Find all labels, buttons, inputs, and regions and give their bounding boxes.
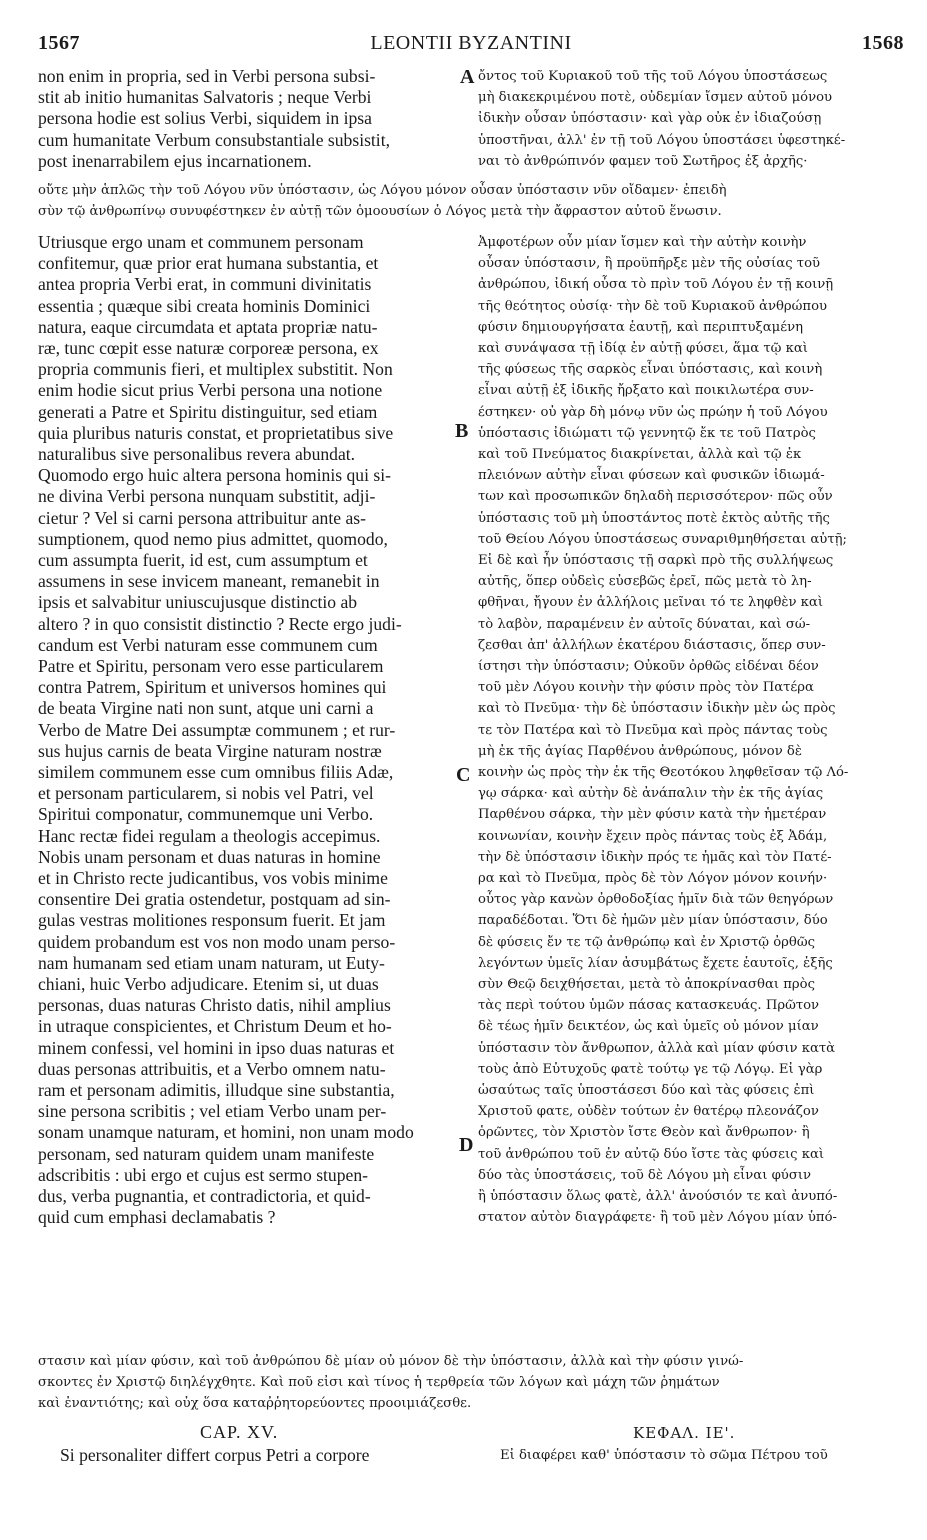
greek-text-line: κοινωνίαν, κοινὴν ἔχειν πρὸς πάντας τοὺς ἐξ Ἀδάμ, bbox=[478, 828, 828, 844]
latin-top-line: persona hodie est solius Verbi, siquidem in ipsa bbox=[38, 108, 372, 129]
latin-text-line: dus, verba pugnantia, et contradictoria, et quid- bbox=[38, 1186, 371, 1206]
greek-text-line: ὑπόστασις τοῦ μὴ ὑποστάντος ποτὲ ἐκτὸς αὐτῆς τῆς bbox=[478, 510, 830, 526]
latin-text-line: Hanc rectæ fidei regulam a theologis accepimus. bbox=[38, 825, 381, 846]
greek-text-line: τῆς φύσεως τῆς σαρκὸς εἶναι ὑπόστασις, καὶ κοινὴ bbox=[478, 362, 823, 378]
greek-text-line: ἢ ὑπόστασιν ὅλως φατὲ, ἀλλ' ἀνούσιόν τε καὶ ἀνυπό- bbox=[478, 1189, 838, 1204]
greek-text-line: δὲ φύσεις ἔν τε τῷ ἀνθρώπῳ καὶ ἐν Χριστῷ ὀρθῶς bbox=[478, 934, 815, 950]
latin-text-line: altero ? in quo consistit distinctio ? Recte ergo judi- bbox=[38, 613, 402, 634]
greek-text-line: τοῦ ἀνθρώπου τοῦ ἐν αὐτῷ δύο ἴστε τὰς φύσεις καὶ bbox=[478, 1146, 825, 1162]
greek-text-line: Ἀμφοτέρων οὖν μίαν ἴσμεν καὶ τὴν αὐτὴν κοινὴν bbox=[478, 235, 807, 250]
greek-text-line: Εἰ δὲ καὶ ἦν ὑπόστασις τῇ σαρκὶ πρὸ τῆς συλλήψεως bbox=[478, 553, 834, 568]
greek-text-line: καὶ τοῦ Πνεύματος διακρίνεται, ἀλλὰ καὶ τῷ ἐκ bbox=[478, 447, 802, 462]
greek-text-line: οὖσαν ὑπόστασιν, ἢ προϋπῆρξε μὲν τῆς οὐσίας τοῦ bbox=[478, 256, 821, 272]
latin-text-line: minem confessi, vel homini in ipso duas naturas et bbox=[38, 1037, 395, 1058]
greek-text-line: πλειόνων αὐτὴν εἶναι φύσεων καὶ φυσικῶν ἰδιωμά- bbox=[478, 468, 825, 484]
greek-text-line: καὶ συνάψασα τῇ ἰδίᾳ ἐν αὐτῇ φύσει, ἅμα τῷ καὶ bbox=[478, 341, 808, 356]
latin-text-line: assumens in sese invicem maneant, remanebit in bbox=[38, 571, 380, 592]
latin-text-line: ræ, tunc cœpit esse naturæ corporeæ persona, ex bbox=[38, 338, 379, 358]
greek-text-line: τὴν δὲ ὑπόστασιν ἰδικὴν πρός τε ἡμᾶς καὶ τὸν Πατέ- bbox=[478, 849, 832, 865]
latin-text-line: et in Christo recte judicantibus, vos vobis minime bbox=[38, 868, 388, 888]
greek-text-line: λεγόντων ὑμεῖς λίαν ἀσυμβάτως ἔχετε ἑαυτοῖς, ἑξῆς bbox=[478, 955, 833, 971]
latin-text-line: gulas vestras molitiones responsum fuerit. Et jam bbox=[38, 910, 386, 931]
greek-text-line: ὑπόστασιν τὸν ἄνθρωπον, ἀλλὰ καὶ μίαν φύσιν κατὰ bbox=[478, 1040, 836, 1056]
greek-text-line: ὑπόστασις ἰδιώματι τῷ γεννητῷ ἔκ τε τοῦ Πατρὸς bbox=[478, 425, 816, 441]
latin-text-line: Verbo de Matre Dei assumptæ communem ; et rur- bbox=[38, 719, 396, 740]
greek-text-line: καὶ τὸ Πνεῦμα· τὴν δὲ ὑπόστασιν ἰδικὴν μὲν ὡς πρὸς bbox=[478, 701, 836, 717]
greek-top-line: ὑποστῆναι, ἀλλ' ἐν τῇ τοῦ Λόγου ὑποστάσει ὑφεστηκέ- bbox=[478, 132, 846, 148]
greek-text-line: δύο τὰς ὑποστάσεις, τοῦ δὲ Λόγου μὴ εἶναι φύσιν bbox=[478, 1167, 812, 1183]
latin-text-line: ne divina Verbi persona nunquam substitit, adji- bbox=[38, 486, 376, 507]
greek-text-line: στατον αὐτὸν διαγράφετε· ἢ τοῦ μὲν Λόγου μίαν ὑπό- bbox=[478, 1210, 837, 1226]
page-number-right: 1568 bbox=[862, 32, 904, 54]
latin-text-line: sonam unamque naturam, et homini, non unam modo bbox=[38, 1122, 414, 1143]
greek-text-line: φύσιν δημιουργήσατα ἑαυτῇ, καὶ περιπτυξαμένη bbox=[478, 319, 803, 335]
greek-text-line: φθῆναι, ἤγουν ἐν ἀλλήλοις μεῖναι τό τε ληφθὲν καὶ bbox=[478, 595, 823, 611]
latin-top-line: cum humanitate Verbum consubstantiale subsistit, bbox=[38, 129, 390, 150]
page-number-left: 1567 bbox=[38, 32, 80, 54]
greek-wide-line: σκοντες ἐν Χριστῷ διηλέγχθητε. Καὶ ποῦ εἰσι καὶ τίνος ἡ τερθρεία τῶν λόγων καὶ μάχη τῶν ῥημάτων bbox=[38, 1375, 720, 1391]
greek-text-line: Χριστοῦ φατε, οὐδὲν τούτων ἐν θατέρῳ πλεονάζον bbox=[478, 1104, 819, 1120]
latin-text-line: ram et personam adimitis, illudque sine substantia, bbox=[38, 1080, 395, 1100]
greek-text-line: ἀνθρώπου, ἰδική οὖσα τὸ πρὶν τοῦ Λόγου ἐν τῇ κοινῇ bbox=[478, 277, 834, 293]
latin-text-line: de beata Virgine nati non sunt, atque uni carni a bbox=[38, 698, 374, 719]
greek-text-line: ζεσθαι ἀπ' ἀλλήλων ἑκατέρου διάστασις, ὅπερ συν- bbox=[478, 637, 826, 653]
greek-wide-line: σὺν τῷ ἀνθρωπίνῳ συνυφέστηκεν ἐν αὐτῇ τῶν ὁμοουσίων ὁ Λόγος μετὰ τὴν ἄφραστον αὐτοῦ ἕνωσιν. bbox=[38, 204, 722, 220]
margin-letter-b: B bbox=[455, 420, 469, 442]
greek-text-line: τὰς περὶ τούτου ὑμῶν πάσας κατασκευάς. Πρῶτον bbox=[478, 998, 820, 1014]
latin-text-line: cum assumpta fuerit, id est, cum assumptum et bbox=[38, 550, 368, 570]
greek-text-line: εἶναι αὐτῇ ἐξ ἰδικῆς ἤρξατο καὶ ποικιλωτέρα συν- bbox=[478, 383, 814, 399]
chapter-heading-greek: ΚΕΦΑΛ. ΙΕ'. bbox=[633, 1424, 736, 1442]
greek-text-line: αὐτῆς, ὅπερ οὐδεὶς εὐσεβῶς ἐρεῖ, πῶς μετὰ τὸ λη- bbox=[478, 574, 812, 590]
greek-wide-line: οὔτε μὴν ἁπλῶς τὴν τοῦ Λόγου νῦν ὑπόστασιν, ὡς Λόγου μόνον οὖσαν ὑπόστασιν νῦν οἴδαμεν· ἐπειδὴ bbox=[38, 183, 727, 198]
greek-wide-line: καὶ ἐναντιότης; καὶ οὐχ ὅσα καταῤῥητορεύοντες προοιμιάζεσθε. bbox=[38, 1396, 472, 1412]
latin-text-line: contra Patrem, Spiritum et universos homines qui bbox=[38, 677, 387, 698]
greek-wide-line: στασιν καὶ μίαν φύσιν, καὶ τοῦ ἀνθρώπου δὲ μίαν οὐ μόνον δὲ τὴν ὑπόστασιν, ἀλλὰ καὶ τὴν φύσιν γινώ- bbox=[38, 1354, 744, 1369]
greek-text-line: τοῦ μὲν Λόγου κοινὴν τὴν φύσιν πρὸς τὸν Πατέρα bbox=[478, 680, 814, 696]
greek-text-line: ὡσαύτως ταῖς ὑποστάσεσι δύο καὶ τὰς φύσεις ἐπὶ bbox=[478, 1083, 815, 1098]
greek-top-line: ὄντος τοῦ Κυριακοῦ τοῦ τῆς τοῦ Λόγου ὑποστάσεως bbox=[478, 69, 828, 84]
latin-text-line: confitemur, quæ prior erat humana substantia, et bbox=[38, 253, 379, 274]
greek-text-line: παραδέδοται. Ὅτι δὲ ἡμῶν μὲν μίαν ὑπόστασιν, δύο bbox=[478, 913, 828, 929]
greek-text-line: ρα καὶ τὸ Πνεῦμα, πρὸς δὲ τὸν Λόγον μόνον κοινήν· bbox=[478, 871, 828, 886]
latin-text-line: cietur ? Vel si carni persona attribuitur ante as- bbox=[38, 507, 366, 528]
greek-top-line: ναι τὸ ἀνθρώπινόν φαμεν τοῦ Σωτῆρος ἐξ ἀρχῆς· bbox=[478, 153, 808, 169]
greek-text-line: ίστησι τὴν ὑπόστασιν; Οὐκοῦν ὀρθῶς εἰδέναι δέον bbox=[478, 659, 819, 674]
latin-text-line: Nobis unam personam et duas naturas in homine bbox=[38, 846, 381, 867]
bottom-line-greek: Εἰ διαφέρει καθ' ὑπόστασιν τὸ σῶμα Πέτρου τοῦ bbox=[500, 1448, 828, 1463]
greek-text-line: γῳ σάρκα· καὶ αὐτὴν δὲ ἀνάπαλιν τὴν ἐκ τῆς ἁγίας bbox=[478, 786, 824, 802]
margin-letter-c: C bbox=[456, 764, 471, 786]
latin-text-line: naturalibus sive personalibus revera abundat. bbox=[38, 444, 356, 464]
latin-text-line: nam humanam sed etiam unam naturam, ut Euty- bbox=[38, 952, 385, 973]
greek-text-line: οὗτος γὰρ κανὼν ὀρθοδοξίας ἡμῖν διὰ τῶν θεηγόρων bbox=[478, 892, 834, 908]
latin-text-line: sus hujus carnis de beata Virgine naturam nostræ bbox=[38, 740, 382, 761]
greek-text-line: έστηκεν· οὐ γὰρ δὴ μόνῳ νῦν ὡς πρώην ἡ τοῦ Λόγου bbox=[478, 404, 828, 420]
latin-text-line: generati a Patre et Spiritu distinguitur, sed etiam bbox=[38, 401, 378, 422]
greek-text-line: τοὺς ἀπὸ Εὐτυχοῦς φατὲ τούτῳ γε τῷ Λόγῳ. Εἰ γὰρ bbox=[478, 1061, 823, 1077]
greek-text-line: τοῦ Θείου Λόγου ὑποστάσεως συναριθμηθήσεται αὐτῇ; bbox=[478, 531, 847, 547]
latin-text-line: Patre et Spiritu, personam vero esse particularem bbox=[38, 656, 384, 676]
latin-text-line: antea propria Verbi erat, in communi divinitatis bbox=[38, 274, 372, 295]
latin-text-line: chiani, huic Verbo adjudicare. Etenim si, ut duas bbox=[38, 974, 379, 994]
chapter-heading-latin: CAP. XV. bbox=[200, 1422, 279, 1442]
latin-text-line: quid cum emphasi declamabatis ? bbox=[38, 1207, 276, 1228]
latin-text-line: sumptionem, quod nemo pius admittet, quomodo, bbox=[38, 528, 388, 549]
latin-text-line: consentire Dei gratia ostendetur, postquam ad sin- bbox=[38, 889, 391, 910]
latin-text-line: duas personas attribuitis, et a Verbo omnem natu- bbox=[38, 1058, 386, 1079]
latin-text-line: Quomodo ergo huic altera persona hominis qui si- bbox=[38, 465, 391, 486]
latin-text-line: quia pluribus naturis constat, et proprietatibus sive bbox=[38, 422, 394, 443]
page-header bbox=[38, 32, 904, 62]
latin-text-line: quidem probandum est vos non modo unam perso- bbox=[38, 931, 396, 952]
latin-text-line: enim hodie sicut prius Verbi persona una notione bbox=[38, 380, 383, 401]
latin-text-line: similem communem esse cum omnibus filiis Adæ, bbox=[38, 762, 394, 782]
latin-top-line: post inenarrabilem ejus incarnationem. bbox=[38, 150, 312, 171]
latin-text-line: in utraque conspicientes, et Christum Deum et ho- bbox=[38, 1016, 392, 1037]
running-title: LEONTII BYZANTINI bbox=[370, 32, 572, 54]
greek-text-line: ὁρῶντες, τὸν Χριστὸν ἴστε Θεὸν καὶ ἄνθρωπον· ἢ bbox=[478, 1125, 810, 1141]
margin-letter-d: D bbox=[459, 1134, 474, 1156]
greek-text-line: Παρθένου σάρκα, τὴν μὲν φύσιν κατὰ τὴν ἡμετέραν bbox=[478, 807, 827, 823]
greek-text-line: των καὶ προσωπικῶν δηλαδὴ περισσότερον· πῶς οὖν bbox=[478, 489, 833, 505]
latin-text-line: et personam particularem, si nobis vel Patri, vel bbox=[38, 783, 374, 804]
latin-text-line: adscribitis : ubi ergo et cujus est sermo stupen- bbox=[38, 1164, 368, 1185]
latin-text-line: personas, duas naturas Christo datis, nihil amplius bbox=[38, 995, 391, 1016]
latin-text-line: personam, sed naturam quidem unam manifeste bbox=[38, 1143, 375, 1164]
greek-text-line: σὺν Θεῷ δειχθήσεται, μετὰ τὸ ἀποκρίνασθαι πρὸς bbox=[478, 977, 815, 992]
latin-text-line: Utriusque ergo unam et communem personam bbox=[38, 232, 364, 252]
latin-text-line: propria communis fieri, et multiplex substitit. Non bbox=[38, 359, 393, 380]
latin-text-line: candum est Verbi naturam esse communem cum bbox=[38, 634, 378, 655]
greek-text-line: τὸ λαβὸν, παραμένειν ἐν αὐτοῖς δύναται, καὶ σώ- bbox=[478, 616, 811, 632]
latin-text-line: essentia ; quæque sibi creata hominis Dominici bbox=[38, 295, 371, 316]
greek-text-line: μὴ ἐκ τῆς ἁγίας Παρθένου ἀνθρώπους, μόνον δὲ bbox=[478, 743, 802, 759]
bottom-line-latin: Si personaliter differt corpus Petri a corpore bbox=[60, 1445, 370, 1465]
latin-top-line: non enim in propria, sed in Verbi persona subsi- bbox=[38, 66, 376, 86]
greek-top-line: μὴ διακεκριμένου ποτὲ, οὐδεμίαν ἴσμεν αὐτοῦ μόνου bbox=[478, 90, 833, 106]
margin-letter-a: A bbox=[460, 66, 475, 88]
latin-top-line: stit ab initio humanitas Salvatoris ; neque Verbi bbox=[38, 87, 372, 108]
greek-text-line: δὲ τέως ἡμῖν δεικτέον, ὡς καὶ ὑμεῖς οὐ μόνον μίαν bbox=[478, 1019, 819, 1035]
greek-top-line: ἰδικὴν οὖσαν ὑπόστασιν· καὶ γὰρ οὐκ ἐν ἰδιαζούσῃ bbox=[478, 111, 822, 127]
latin-text-line: natura, eaque circumdata et aptata propriæ natu- bbox=[38, 316, 378, 337]
latin-text-line: sine persona scribitis ; vel etiam Verbo unam per- bbox=[38, 1101, 387, 1122]
latin-text-line: Spiritui componatur, communemque uni Verbo. bbox=[38, 804, 374, 825]
latin-text-line: ipsis et salvabitur uniuscujusque distinctio ab bbox=[38, 592, 358, 613]
greek-text-line: κοινὴν ὡς πρὸς τὴν ἐκ τῆς Θεοτόκου ληφθεῖσαν τῷ Λό- bbox=[478, 765, 849, 780]
greek-text-line: τῆς θεότητος οὐσίᾳ· τὴν δὲ τοῦ Κυριακοῦ ἀνθρώπου bbox=[478, 298, 828, 314]
greek-text-line: τε τὸν Πατέρα καὶ τὸ Πνεῦμα καὶ πρὸς πάντας τοὺς bbox=[478, 722, 828, 738]
